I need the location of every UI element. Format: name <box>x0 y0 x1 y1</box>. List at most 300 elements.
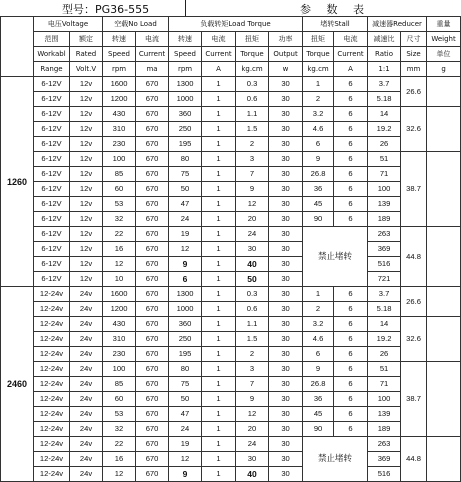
table-cell: 6 <box>334 302 368 317</box>
table-row <box>1 107 461 122</box>
table-cell: 50 <box>169 182 202 197</box>
column-header: w <box>269 62 303 77</box>
table-row <box>1 197 461 212</box>
column-header: 单位 <box>427 47 461 62</box>
table-cell: 670 <box>136 152 169 167</box>
blank-cell <box>427 107 461 152</box>
table-cell: 30 <box>269 257 303 272</box>
table-cell: 32 <box>103 212 136 227</box>
column-header: Speed <box>103 47 136 62</box>
table-cell: 0.6 <box>236 302 269 317</box>
table-cell: 30 <box>269 152 303 167</box>
column-header: Current <box>136 47 169 62</box>
table-cell: 1 <box>202 257 236 272</box>
table-cell: 12-24v <box>34 332 70 347</box>
table-cell: 516 <box>368 467 401 482</box>
column-header: ma <box>136 62 169 77</box>
table-row <box>1 392 461 407</box>
table-cell: 1300 <box>169 287 202 302</box>
size-cell: 44.8 <box>401 437 427 482</box>
table-cell: 24v <box>70 332 103 347</box>
table-cell: 195 <box>169 137 202 152</box>
table-cell: 1 <box>202 92 236 107</box>
table-cell: 670 <box>136 77 169 92</box>
table-cell: 12v <box>70 77 103 92</box>
column-header: Volt.V <box>70 62 103 77</box>
table-cell: 1.5 <box>236 122 269 137</box>
column-header: Size <box>401 47 427 62</box>
table-cell: 12-24v <box>34 422 70 437</box>
table-row <box>1 287 461 302</box>
size-cell: 44.8 <box>401 227 427 287</box>
table-cell: 139 <box>368 407 401 422</box>
table-cell: 26 <box>368 347 401 362</box>
table-cell: 6 <box>334 362 368 377</box>
table-cell: 47 <box>169 197 202 212</box>
column-header: 额定 <box>70 32 103 47</box>
stall-note: 禁止堵转 <box>303 227 368 287</box>
table-cell: 670 <box>136 377 169 392</box>
table-cell: 670 <box>136 437 169 452</box>
table-cell: 12-24v <box>34 317 70 332</box>
table-cell: 250 <box>169 332 202 347</box>
table-cell: 10 <box>103 272 136 287</box>
column-header: Torque <box>236 47 269 62</box>
column-header: 减速比 <box>368 32 401 47</box>
title-divider <box>185 0 186 16</box>
table-cell: 24v <box>70 287 103 302</box>
table-cell: 14 <box>368 107 401 122</box>
header-row <box>1 17 461 32</box>
table-cell: 12-24v <box>34 452 70 467</box>
table-cell: 7 <box>236 377 269 392</box>
table-cell: 30 <box>269 362 303 377</box>
table-cell: 1 <box>202 347 236 362</box>
table-cell: 30 <box>269 377 303 392</box>
table-cell: 53 <box>103 407 136 422</box>
table-cell: 20 <box>236 212 269 227</box>
table-cell: 670 <box>136 122 169 137</box>
table-cell: 310 <box>103 332 136 347</box>
table-cell: 12v <box>70 212 103 227</box>
table-cell: 12v <box>70 152 103 167</box>
table-cell: 6-12V <box>34 272 70 287</box>
table-cell: 263 <box>368 437 401 452</box>
table-cell: 19.2 <box>368 332 401 347</box>
table-cell: 250 <box>169 122 202 137</box>
table-cell: 40 <box>236 257 269 272</box>
table-cell: 1 <box>202 317 236 332</box>
table-cell: 1 <box>202 137 236 152</box>
table-cell: 3 <box>236 362 269 377</box>
table-cell: 30 <box>269 452 303 467</box>
table-cell: 3 <box>236 152 269 167</box>
table-cell: 12-24v <box>34 362 70 377</box>
table-cell: 12v <box>70 167 103 182</box>
table-cell: 85 <box>103 167 136 182</box>
table-cell: 14 <box>368 317 401 332</box>
table-cell: 1 <box>202 182 236 197</box>
table-cell: 30 <box>236 452 269 467</box>
table-cell: 16 <box>103 242 136 257</box>
table-cell: 4.6 <box>303 122 334 137</box>
group-header-cell <box>1 17 34 77</box>
table-cell: 670 <box>136 92 169 107</box>
column-header: 尺寸 <box>401 32 427 47</box>
table-cell: 3.7 <box>368 77 401 92</box>
table-cell: 2 <box>236 347 269 362</box>
table-cell: 12-24v <box>34 392 70 407</box>
column-header: g <box>427 62 461 77</box>
table-row <box>1 452 461 467</box>
table-cell: 670 <box>136 347 169 362</box>
table-cell: 1 <box>202 407 236 422</box>
size-cell: 38.7 <box>401 362 427 437</box>
table-cell: 6 <box>334 212 368 227</box>
table-cell: 12-24v <box>34 302 70 317</box>
table-cell: 50 <box>236 272 269 287</box>
table-cell: 30 <box>269 347 303 362</box>
table-cell: 36 <box>303 392 334 407</box>
table-cell: 1 <box>202 452 236 467</box>
table-cell: 670 <box>136 467 169 482</box>
table-row <box>1 362 461 377</box>
table-cell: 12 <box>236 407 269 422</box>
table-cell: 1 <box>202 332 236 347</box>
table-cell: 1 <box>202 467 236 482</box>
table-cell: 47 <box>169 407 202 422</box>
table-cell: 6 <box>334 422 368 437</box>
column-header: Ratio <box>368 47 401 62</box>
table-cell: 30 <box>269 422 303 437</box>
table-cell: 263 <box>368 227 401 242</box>
table-cell: 360 <box>169 317 202 332</box>
table-cell: 670 <box>136 257 169 272</box>
table-cell: 51 <box>368 362 401 377</box>
table-cell: 195 <box>169 347 202 362</box>
table-cell: 24v <box>70 467 103 482</box>
table-cell: 12v <box>70 182 103 197</box>
column-header: Current <box>334 47 368 62</box>
table-cell: 30 <box>269 332 303 347</box>
table-cell: 6-12V <box>34 197 70 212</box>
blank-cell <box>427 437 461 482</box>
table-cell: 12v <box>70 257 103 272</box>
table-cell: 12v <box>70 272 103 287</box>
table-cell: 30 <box>269 272 303 287</box>
table-cell: 1 <box>202 437 236 452</box>
table-cell: 60 <box>103 392 136 407</box>
table-cell: 670 <box>136 407 169 422</box>
table-cell: 24v <box>70 392 103 407</box>
table-cell: 12-24v <box>34 347 70 362</box>
table-cell: 1 <box>202 212 236 227</box>
table-row <box>1 467 461 482</box>
table-cell: 670 <box>136 242 169 257</box>
header-row <box>1 32 461 47</box>
table-cell: 430 <box>103 317 136 332</box>
table-cell: 6 <box>334 77 368 92</box>
blank-cell <box>427 227 461 287</box>
table-cell: 1 <box>202 422 236 437</box>
model-title: 型号：PG36-555 <box>62 3 150 16</box>
table-cell: 230 <box>103 137 136 152</box>
table-cell: 30 <box>269 392 303 407</box>
table-cell: 6-12V <box>34 182 70 197</box>
table-cell: 6 <box>334 167 368 182</box>
table-cell: 19 <box>169 437 202 452</box>
table-cell: 26.8 <box>303 377 334 392</box>
table-cell: 1 <box>202 242 236 257</box>
table-cell: 6 <box>334 317 368 332</box>
header-row <box>1 47 461 62</box>
table-cell: 80 <box>169 152 202 167</box>
table-cell: 6-12V <box>34 92 70 107</box>
table-cell: 369 <box>368 452 401 467</box>
table-cell: 1 <box>202 227 236 242</box>
column-header: 扭矩 <box>303 32 334 47</box>
table-cell: 30 <box>269 167 303 182</box>
header-voltage: 电压Voltage <box>34 17 103 32</box>
table-row <box>1 122 461 137</box>
table-cell: 30 <box>269 182 303 197</box>
table-cell: 30 <box>269 212 303 227</box>
table-cell: 1.1 <box>236 317 269 332</box>
table-cell: 1 <box>202 302 236 317</box>
table-cell: 2 <box>303 302 334 317</box>
table-cell: 6 <box>334 92 368 107</box>
table-row <box>1 227 461 242</box>
table-cell: 12v <box>70 107 103 122</box>
size-cell: 26.6 <box>401 287 427 317</box>
table-cell: 9 <box>303 152 334 167</box>
column-header: 转速 <box>103 32 136 47</box>
table-cell: 1000 <box>169 92 202 107</box>
table-cell: 30 <box>269 122 303 137</box>
table-cell: 12-24v <box>34 407 70 422</box>
table-cell: 24v <box>70 377 103 392</box>
table-cell: 75 <box>169 377 202 392</box>
table-cell: 0.3 <box>236 287 269 302</box>
table-cell: 6 <box>303 137 334 152</box>
column-header: Speed <box>169 47 202 62</box>
table-cell: 1.5 <box>236 332 269 347</box>
table-cell: 30 <box>269 317 303 332</box>
table-cell: 1200 <box>103 92 136 107</box>
table-cell: 189 <box>368 212 401 227</box>
table-row <box>1 257 461 272</box>
table-cell: 310 <box>103 122 136 137</box>
table-cell: 6 <box>334 182 368 197</box>
column-header: Range <box>34 62 70 77</box>
table-cell: 1 <box>202 362 236 377</box>
table-cell: 12v <box>70 92 103 107</box>
table-row <box>1 212 461 227</box>
table-cell: 71 <box>368 377 401 392</box>
table-cell: 30 <box>269 407 303 422</box>
column-header: Output <box>269 47 303 62</box>
table-row <box>1 437 461 452</box>
table-cell: 6-12V <box>34 167 70 182</box>
table-cell: 0.6 <box>236 92 269 107</box>
column-header: rpm <box>103 62 136 77</box>
table-cell: 1 <box>202 272 236 287</box>
table-cell: 30 <box>269 302 303 317</box>
table-cell: 1 <box>303 287 334 302</box>
table-cell: 2 <box>303 92 334 107</box>
table-cell: 6 <box>334 377 368 392</box>
table-cell: 6-12V <box>34 212 70 227</box>
table-cell: 6 <box>303 347 334 362</box>
table-cell: 6 <box>334 122 368 137</box>
blank-cell <box>427 77 461 107</box>
header-load-torque: 负载转矩Load Torque <box>169 17 303 32</box>
table-cell: 32 <box>103 422 136 437</box>
table-cell: 6-12V <box>34 152 70 167</box>
table-cell: 30 <box>236 242 269 257</box>
table-cell: 5.18 <box>368 92 401 107</box>
column-header: Current <box>202 47 236 62</box>
table-cell: 24v <box>70 422 103 437</box>
table-cell: 6 <box>334 287 368 302</box>
blank-cell <box>427 152 461 227</box>
table-cell: 9 <box>169 467 202 482</box>
table-cell: 12v <box>70 242 103 257</box>
table-cell: 16 <box>103 452 136 467</box>
table-cell: 9 <box>169 257 202 272</box>
table-cell: 40 <box>236 467 269 482</box>
table-cell: 45 <box>303 197 334 212</box>
table-cell: 60 <box>103 182 136 197</box>
table-row <box>1 332 461 347</box>
column-header: mm <box>401 62 427 77</box>
table-cell: 30 <box>269 242 303 257</box>
table-cell: 85 <box>103 377 136 392</box>
group-label: 2460 <box>1 287 34 482</box>
table-cell: 1600 <box>103 77 136 92</box>
table-cell: 670 <box>136 137 169 152</box>
column-header: 电流 <box>136 32 169 47</box>
table-cell: 1 <box>202 107 236 122</box>
table-cell: 6-12V <box>34 107 70 122</box>
table-row <box>1 182 461 197</box>
table-cell: 24v <box>70 347 103 362</box>
table-cell: 2 <box>236 137 269 152</box>
table-cell: 24v <box>70 317 103 332</box>
table-cell: 12v <box>70 227 103 242</box>
table-cell: 51 <box>368 152 401 167</box>
table-cell: 12-24v <box>34 377 70 392</box>
column-header: 电流 <box>202 32 236 47</box>
table-cell: 12 <box>169 452 202 467</box>
table-cell: 22 <box>103 437 136 452</box>
column-header: 1:1 <box>368 62 401 77</box>
table-cell: 670 <box>136 197 169 212</box>
table-cell: 670 <box>136 452 169 467</box>
column-header: A <box>202 62 236 77</box>
table-cell: 24 <box>236 437 269 452</box>
table-cell: 6-12V <box>34 122 70 137</box>
table-cell: 6-12V <box>34 77 70 92</box>
blank-cell <box>427 362 461 437</box>
table-cell: 670 <box>136 272 169 287</box>
table-cell: 7 <box>236 167 269 182</box>
table-cell: 12-24v <box>34 287 70 302</box>
table-cell: 670 <box>136 392 169 407</box>
column-header: 转速 <box>169 32 202 47</box>
size-cell: 32.6 <box>401 317 427 362</box>
header-no-load: 空载No Load <box>103 17 169 32</box>
column-header: Workabl <box>34 47 70 62</box>
table-cell: 12-24v <box>34 437 70 452</box>
table-cell: 6 <box>334 137 368 152</box>
table-cell: 50 <box>169 392 202 407</box>
table-cell: 26.8 <box>303 167 334 182</box>
table-row <box>1 377 461 392</box>
table-cell: 6 <box>334 107 368 122</box>
table-cell: 90 <box>303 212 334 227</box>
table-cell: 30 <box>269 437 303 452</box>
table-cell: 9 <box>236 392 269 407</box>
table-cell: 12v <box>70 197 103 212</box>
table-row <box>1 77 461 92</box>
table-cell: 12-24v <box>34 467 70 482</box>
table-cell: 369 <box>368 242 401 257</box>
table-cell: 6-12V <box>34 227 70 242</box>
column-header: Rated <box>70 47 103 62</box>
table-cell: 6 <box>169 272 202 287</box>
table-cell: 75 <box>169 167 202 182</box>
column-header: 扭矩 <box>236 32 269 47</box>
table-row <box>1 137 461 152</box>
table-cell: 6-12V <box>34 137 70 152</box>
table-cell: 24v <box>70 452 103 467</box>
table-cell: 4.6 <box>303 332 334 347</box>
table-cell: 100 <box>103 362 136 377</box>
table-cell: 100 <box>368 392 401 407</box>
table-cell: 12 <box>169 242 202 257</box>
table-cell: 1600 <box>103 287 136 302</box>
table-cell: 1 <box>202 377 236 392</box>
table-cell: 12 <box>103 257 136 272</box>
table-row <box>1 347 461 362</box>
table-row <box>1 422 461 437</box>
table-cell: 53 <box>103 197 136 212</box>
stall-note: 禁止堵转 <box>303 437 368 482</box>
table-cell: 20 <box>236 422 269 437</box>
table-cell: 26 <box>368 137 401 152</box>
table-cell: 516 <box>368 257 401 272</box>
blank-cell <box>427 287 461 317</box>
table-cell: 30 <box>269 107 303 122</box>
table-cell: 670 <box>136 332 169 347</box>
table-cell: 24 <box>169 212 202 227</box>
column-header: rpm <box>169 62 202 77</box>
table-cell: 1 <box>303 77 334 92</box>
table-cell: 12 <box>236 197 269 212</box>
table-cell: 30 <box>269 137 303 152</box>
table-cell: 670 <box>136 167 169 182</box>
table-cell: 670 <box>136 302 169 317</box>
table-row <box>1 407 461 422</box>
table-cell: 6 <box>334 197 368 212</box>
column-header: kg.cm <box>303 62 334 77</box>
table-cell: 670 <box>136 422 169 437</box>
table-cell: 1 <box>202 287 236 302</box>
table-row <box>1 272 461 287</box>
table-row <box>1 317 461 332</box>
blank-cell <box>427 317 461 362</box>
